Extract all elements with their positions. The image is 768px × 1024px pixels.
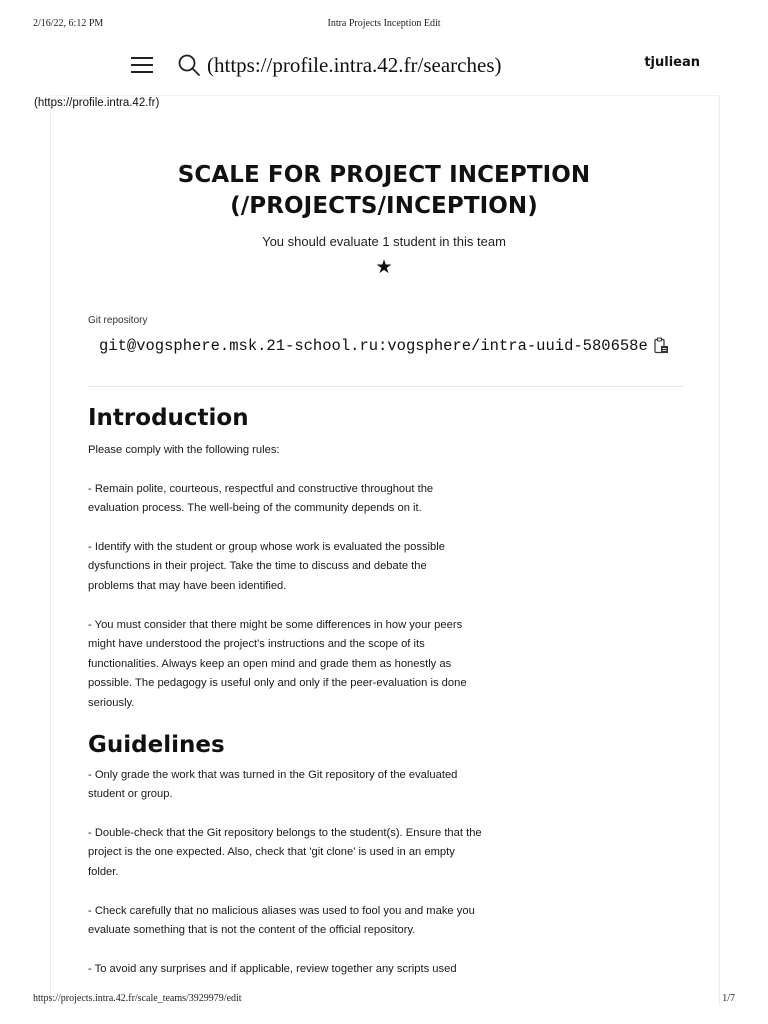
home-link[interactable]: (https://profile.intra.42.fr) xyxy=(34,97,160,109)
search-icon[interactable] xyxy=(177,53,201,77)
hamburger-menu-icon[interactable] xyxy=(131,56,153,74)
guideline-paragraph: - Check carefully that no malicious aliases was used to fool you and make you evaluate something that is not the content of the official repository. xyxy=(88,905,475,937)
project-link[interactable]: (/PROJECTS/INCEPTION) xyxy=(230,193,538,219)
guideline-paragraph: - Double-check that the Git repository belongs to the student(s). Ensure that the project is the one expected. Also, check that 'git clone' is used in an empty folder. xyxy=(88,827,482,878)
git-repository-url[interactable]: git@vogsphere.msk.21-school.ru:vogsphere/intra-uuid-580658e xyxy=(99,337,648,355)
search-link[interactable]: (https://profile.intra.42.fr/searches) xyxy=(207,53,502,77)
print-footer-url: https://projects.intra.42.fr/scale_teams/3929979/edit xyxy=(33,993,242,1004)
top-navigation-bar xyxy=(0,48,768,88)
section-divider xyxy=(88,386,683,387)
guideline-paragraph: - To avoid any surprises and if applicable, review together any scripts used xyxy=(88,963,457,975)
print-doc-title: Intra Projects Inception Edit xyxy=(327,18,441,29)
print-page-number: 1/7 xyxy=(722,993,735,1004)
print-datetime: 2/16/22, 6:12 PM xyxy=(33,18,104,29)
git-repository-label: Git repository xyxy=(88,315,148,326)
page-title xyxy=(0,160,768,222)
intro-paragraph: - Identify with the student or group whose work is evaluated the possible dysfunctions in their project. Take the time to discuss and debate the problems that may have been identified. xyxy=(88,541,445,592)
intro-paragraph: - Remain polite, courteous, respectful and constructive throughout the evaluation process. The well-being of the community depends on it. xyxy=(88,483,434,515)
title-line-1: SCALE FOR PROJECT INCEPTION xyxy=(177,162,591,188)
user-profile-name[interactable]: tjuliean xyxy=(644,55,700,70)
star-icon: ★ xyxy=(375,256,393,278)
intro-paragraph: Please comply with the following rules: xyxy=(88,444,280,456)
guidelines-heading: Guidelines xyxy=(88,732,225,758)
evaluate-subtitle: You should evaluate 1 student in this team xyxy=(262,234,506,249)
guideline-paragraph: - Only grade the work that was turned in the Git repository of the evaluated student or group. xyxy=(88,769,458,801)
introduction-heading: Introduction xyxy=(88,405,249,431)
clipboard-copy-icon[interactable] xyxy=(653,337,671,355)
intro-paragraph: - You must consider that there might be some differences in how your peers might have understood the project's instructions and the scope of its functionalities. Always keep an open mind and grade them as honestly as possible. The pedagogy is useful only and only if the peer-evaluation is done seriously. xyxy=(88,619,467,709)
